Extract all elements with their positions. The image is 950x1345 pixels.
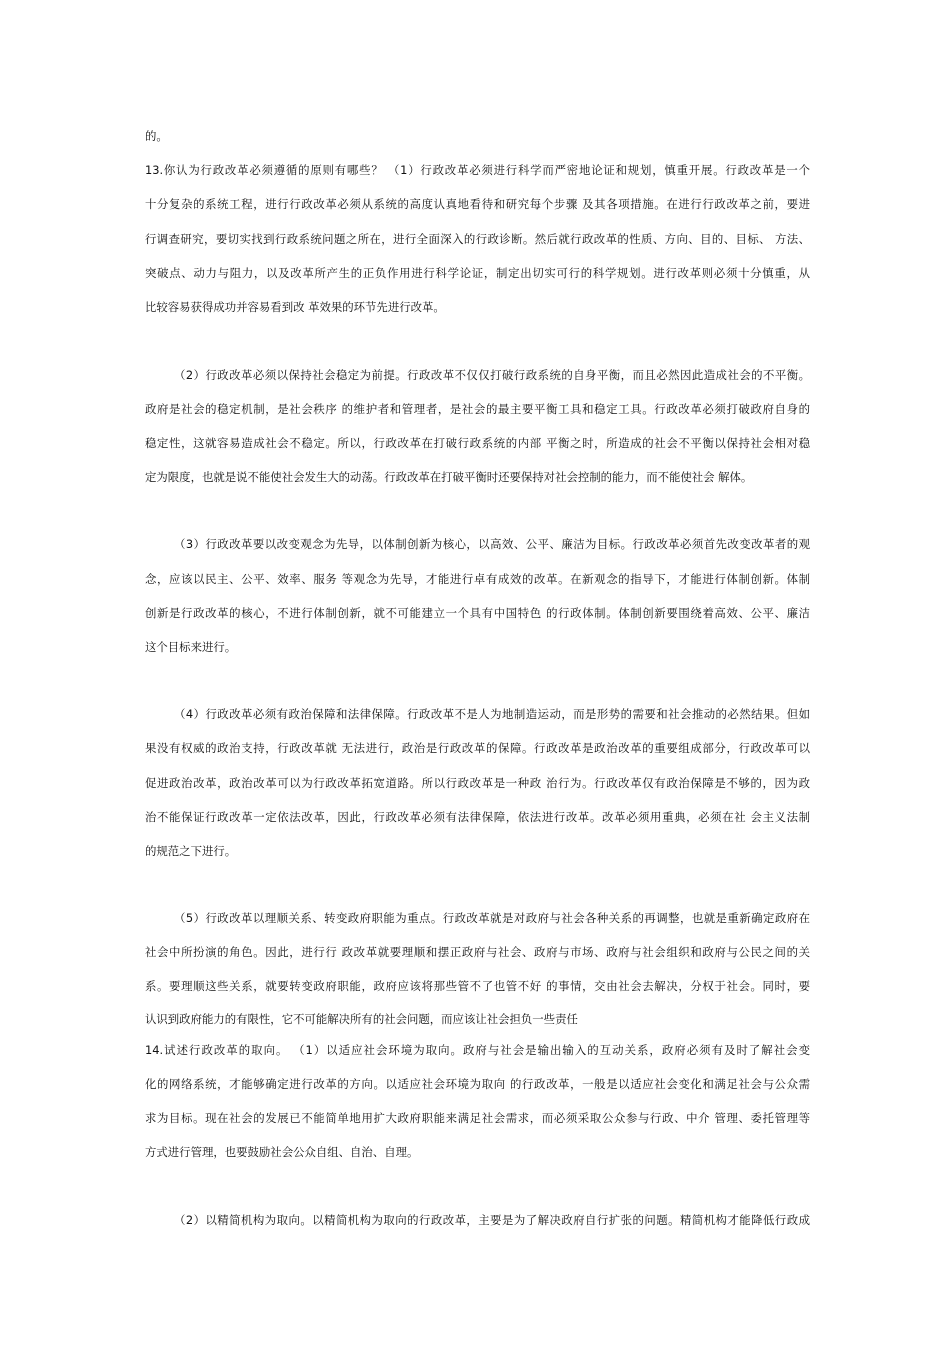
text-line: 政府是社会的稳定机制，是社会秩序 的维护者和管理者，是社会的最主要平衡工具和稳定工具。行政改革必须打破政府自身的 [145,402,810,416]
text-line: 的规范之下进行。 [145,844,237,858]
paragraph-5-first-line: （5）行政改革以理顺关系、转变政府职能为重点。行政改革就是对政府与社会各种关系的再调整，也就是重新确定政府在 [174,911,810,925]
question-13-heading-line: 13.你认为行政改革必须遵循的原则有哪些？ （1）行政改革必须进行科学而严密地论证和规划，慎重开展。行政改革是一个 [145,163,810,177]
text-line: 社会中所扮演的角色。因此，进行行 政改革就要理顺和摆正政府与社会、政府与市场、政府与社会组织和政府与公民之间的关 [145,945,810,959]
text-line: 果没有权威的政治支持，行政改革就 无法进行，政治是行政改革的保障。行政改革是政治改革的重要组成部分，行政改革可以 [145,741,810,755]
text-line: 这个目标来进行。 [145,640,237,654]
text-line: 十分复杂的系统工程，进行行政改革必须从系统的高度认真地看待和研究每个步骤 及其各项措施。在进行行政改革之前，要进 [145,197,810,211]
text-line: 系。要理顺这些关系，就要转变政府职能，政府应该将那些管不了也管不好 的事情，交由社会去解决，分权于社会。同时，要 [145,979,810,993]
text-line: 促进政治改革，政治改革可以为行政改革拓宽道路。所以行政改革是一种政 治行为。行政改革仅有政治保障是不够的，因为政 [145,776,810,790]
text-line: 认识到政府能力的有限性，它不可能解决所有的社会问题，而应该让社会担负一些责任 [145,1012,578,1026]
text-line: 化的网络系统，才能够确定进行改革的方向。以适应社会环境为取向 的行政改革，一般是以适应社会变化和满足社会与公众需 [145,1077,810,1091]
text-line: 念，应该以民主、公平、效率、服务 等观念为先导，才能进行卓有成效的改革。在新观念的指导下，才能进行体制创新。体制 [145,572,810,586]
text-line: 方式进行管理，也要鼓励社会公众自组、自治、自理。 [145,1145,419,1159]
text-line: 治不能保证行政改革一定依法改革，因此，行政改革必须有法律保障，依法进行改革。改革必须用重典，必须在社 会主义法制 [145,810,810,824]
text-line: 行调查研究，要切实找到行政系统问题之所在，进行全面深入的行政诊断。然后就行政改革的性质、方向、目的、目标、 方法、 [145,232,810,246]
text-line: 比较容易获得成功并容易看到改 革效果的环节先进行改革。 [145,300,445,314]
paragraph-2-first-line: （2）行政改革必须以保持社会稳定为前提。行政改革不仅仅打破行政系统的自身平衡，而且必然因此造成社会的不平衡。 [174,368,810,382]
paragraph-3-first-line: （3）行政改革要以改变观念为先导，以体制创新为核心，以高效、公平、廉洁为目标。行政改革必须首先改变改革者的观 [174,537,810,551]
paragraph-4-first-line: （4）行政改革必须有政治保障和法律保障。行政改革不是人为地制造运动，而是形势的需要和社会推动的必然结果。但如 [174,707,810,721]
question-14-heading-line: 14.试述行政改革的取向。 （1）以适应社会环境为取向。政府与社会是输出输入的互动关系，政府必须有及时了解社会变 [145,1043,810,1057]
text-line: 稳定性，这就容易造成社会不稳定。所以，行政改革在打破行政系统的内部 平衡之时，所造成的社会不平衡以保持社会相对稳 [145,436,810,450]
text-line: 突破点、动力与阻力，以及改革所产生的正负作用进行科学论证，制定出切实可行的科学规划。进行改革则必须十分慎重，从 [145,266,810,280]
text-line: 定为限度，也就是说不能使社会发生大的动荡。行政改革在打破平衡时还要保持对社会控制的能力，而不能使社会 解体。 [145,470,753,484]
text-line: 求为目标。现在社会的发展已不能简单地用扩大政府职能来满足社会需求，而必须采取公众参与行政、中介 管理、委托管理等 [145,1111,810,1125]
text-line: 创新是行政改革的核心，不进行体制创新，就不可能建立一个具有中国特色 的行政体制。体制创新要围绕着高效、公平、廉洁 [145,606,810,620]
text-line: 的。 [145,129,168,143]
paragraph-14-2-first-line: （2）以精简机构为取向。以精简机构为取向的行政改革，主要是为了解决政府自行扩张的问题。精简机构才能降低行政成 [174,1213,810,1227]
